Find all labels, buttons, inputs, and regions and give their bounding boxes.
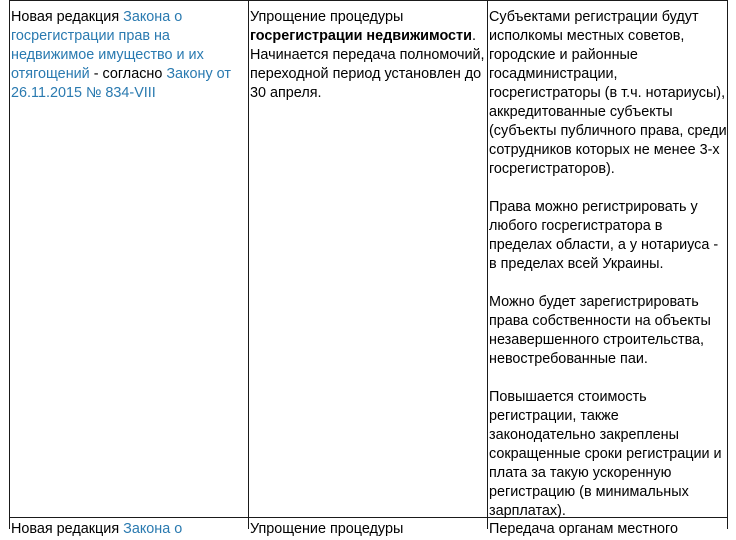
column-border-2 — [487, 0, 488, 529]
law-middle: - согласно — [89, 66, 167, 82]
law-prefix: Новая редакция — [11, 9, 124, 25]
law-link[interactable]: Закона о госрегистрации прав на недвижимое имущество и их отягощений — [11, 9, 204, 82]
row-border-top — [9, 0, 728, 1]
details-paragraph: Повышается стоимость регистрации, также законодательно закреплены сокращенные сроки регистрации и плата за такую ускоренную регистрацию (в минимальных зарплатах). — [489, 389, 722, 519]
next-row-cell-details: Передача органам местного — [489, 521, 678, 537]
table-cell-details — [489, 8, 729, 540]
amending-law-link[interactable]: Закону от 26.11.2015 № 834-VIII — [11, 66, 231, 101]
details-paragraph: Субъектами регистрации будут исполкомы местных советов, городские и районные госадминистрации, госрегистраторы (в т.ч. нотариусы), аккредитованные субъекты (субъекты публичного права, среди сотрудников которых не менее 3-х госрегистраторов). — [489, 9, 727, 177]
next-law-link[interactable]: Закона о — [123, 521, 183, 537]
details-paragraph: Можно будет зарегистрировать права собственности на объекты незавершенного строительства, невостребованные паи. — [489, 294, 711, 367]
column-border-left — [9, 0, 10, 529]
details-paragraph: Права можно регистрировать у любого госрегистратора в пределах области, а у нотариуса - в пределах всей Украины. — [489, 199, 719, 272]
table-cell-summary — [250, 8, 486, 103]
next-row-cell-summary: Упрощение процедуры — [250, 521, 404, 537]
column-border-1 — [248, 0, 249, 529]
next-row-cell-law — [11, 520, 182, 539]
summary-after: . Начинается передача полномочий, переходной период установлен до 30 апреля. — [250, 28, 485, 101]
summary-bold: госрегистрации недвижимости — [250, 28, 472, 44]
table-cell-law — [11, 8, 247, 103]
summary-before: Упрощение процедуры — [250, 9, 404, 25]
next-law-prefix: Новая редакция — [11, 521, 124, 537]
